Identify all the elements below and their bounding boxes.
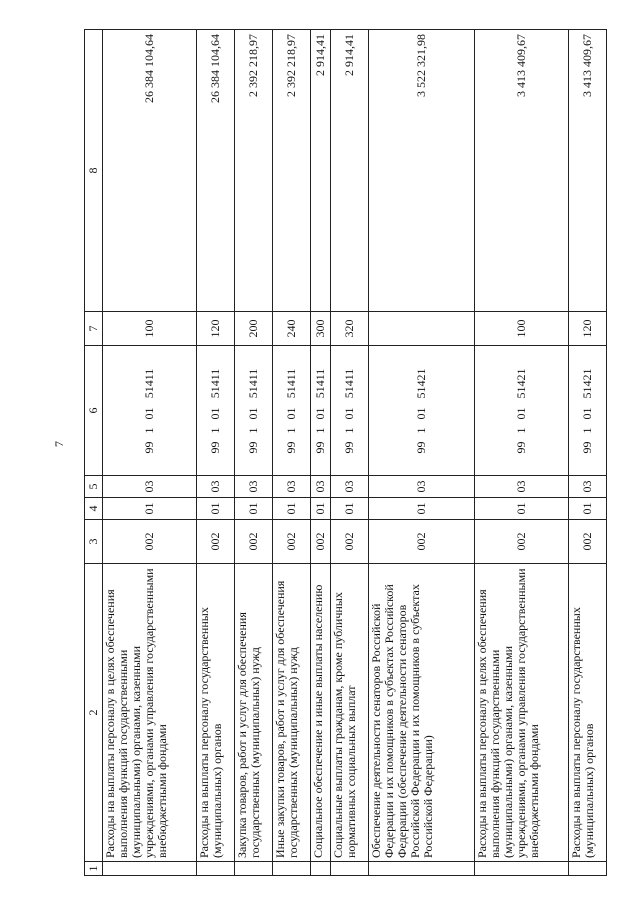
cell-sum: 2 392 218,97	[235, 30, 273, 312]
cell-rz: 01	[103, 498, 197, 520]
cell-pr: 03	[569, 476, 607, 498]
cell-name: Закупка товаров, работ и услуг для обеспечения государственных (муниципальных) нужд	[235, 564, 273, 862]
cell-name: Расходы на выплаты персоналу государственных (муниципальных) органов	[197, 564, 235, 862]
target-article-part: 1	[142, 427, 156, 434]
target-article-part: 99	[313, 441, 327, 454]
cell-grbs: 002	[197, 520, 235, 564]
target-article-part: 99	[514, 441, 528, 454]
cell-target-article	[235, 346, 273, 476]
target-article-part: 01	[342, 407, 356, 420]
table-row	[331, 30, 369, 876]
table-row	[235, 30, 273, 876]
target-article-part: 99	[246, 441, 260, 454]
cell-sum: 3 522 321,98	[369, 30, 475, 312]
cell-pr: 03	[103, 476, 197, 498]
cell-expense-type: 120	[197, 312, 235, 346]
cell-sum: 2 914,41	[311, 30, 331, 312]
target-article-part: 1	[414, 427, 428, 434]
cell-num	[569, 862, 607, 876]
cell-rz: 01	[273, 498, 311, 520]
cell-pr: 03	[331, 476, 369, 498]
cell-sum: 26 384 104,64	[197, 30, 235, 312]
cell-rz: 01	[369, 498, 475, 520]
target-article-part: 51411	[246, 368, 260, 399]
cell-name: Иные закупки товаров, работ и услуг для обеспечения государственных (муниципальных) нужд	[273, 564, 311, 862]
col-header-1: 1	[85, 862, 103, 876]
cell-pr: 03	[475, 476, 569, 498]
target-article-part: 99	[414, 441, 428, 454]
cell-pr: 03	[369, 476, 475, 498]
target-article-part: 51411	[208, 368, 222, 399]
col-header-2: 2	[85, 564, 103, 862]
cell-expense-type: 200	[235, 312, 273, 346]
cell-name: Расходы на выплаты персоналу в целях обеспечения выполнения функций государственными (муниципальными) органами, казенными учреждениями, органами управления государственными внебюджетными фондами	[475, 564, 569, 862]
target-article-part: 01	[580, 407, 594, 420]
cell-num	[311, 862, 331, 876]
cell-num	[331, 862, 369, 876]
target-article-part: 51411	[313, 368, 327, 399]
col-header-7: 7	[85, 312, 103, 346]
cell-sum: 3 413 409,67	[569, 30, 607, 312]
target-article-part: 01	[414, 407, 428, 420]
table-row	[103, 30, 197, 876]
target-article-part: 1	[208, 427, 222, 434]
target-article-part: 51421	[414, 368, 428, 399]
table-row	[569, 30, 607, 876]
cell-grbs: 002	[311, 520, 331, 564]
target-article-part: 01	[514, 407, 528, 420]
col-header-6: 6	[85, 346, 103, 476]
cell-num	[235, 862, 273, 876]
table-row	[197, 30, 235, 876]
cell-num	[369, 862, 475, 876]
cell-rz: 01	[197, 498, 235, 520]
cell-sum: 26 384 104,64	[103, 30, 197, 312]
cell-target-article	[475, 346, 569, 476]
table-row	[369, 30, 475, 876]
cell-rz: 01	[331, 498, 369, 520]
cell-pr: 03	[311, 476, 331, 498]
cell-sum: 2 914,41	[331, 30, 369, 312]
cell-target-article	[197, 346, 235, 476]
table-body	[103, 30, 607, 876]
target-article-part: 51421	[514, 368, 528, 399]
col-header-8: 8	[85, 30, 103, 312]
target-article-part: 51411	[342, 368, 356, 399]
cell-grbs: 002	[273, 520, 311, 564]
cell-sum: 3 413 409,67	[475, 30, 569, 312]
cell-name: Социальные выплаты гражданам, кроме публичных нормативных социальных выплат	[331, 564, 369, 862]
target-article-part: 99	[580, 441, 594, 454]
col-header-4: 4	[85, 498, 103, 520]
cell-expense-type: 320	[331, 312, 369, 346]
target-article-part: 99	[142, 441, 156, 454]
target-article-part: 01	[313, 407, 327, 420]
cell-grbs: 002	[235, 520, 273, 564]
cell-num	[273, 862, 311, 876]
cell-sum: 2 392 218,97	[273, 30, 311, 312]
cell-num	[197, 862, 235, 876]
target-article-part: 99	[208, 441, 222, 454]
cell-rz: 01	[569, 498, 607, 520]
cell-grbs: 002	[475, 520, 569, 564]
target-article-part: 01	[208, 407, 222, 420]
target-article-part: 1	[284, 427, 298, 434]
cell-expense-type	[369, 312, 475, 346]
cell-target-article	[331, 346, 369, 476]
target-article-part: 01	[246, 407, 260, 420]
cell-pr: 03	[197, 476, 235, 498]
cell-grbs: 002	[369, 520, 475, 564]
cell-num	[475, 862, 569, 876]
header-row	[85, 30, 103, 876]
target-article-part: 51411	[142, 368, 156, 399]
rotated-table-wrapper	[84, 30, 596, 876]
cell-target-article	[273, 346, 311, 476]
target-article-part: 1	[580, 427, 594, 434]
cell-target-article	[311, 346, 331, 476]
cell-num	[103, 862, 197, 876]
cell-target-article	[103, 346, 197, 476]
table-row	[475, 30, 569, 876]
cell-name: Расходы на выплаты персоналу государственных (муниципальных) органов	[569, 564, 607, 862]
cell-name: Обеспечение деятельности сенаторов Российской Федерации и их помощников в субъектах Российской Федерации (обеспечение деятельности сенаторов Российской Федерации и их помощников в субъектах Российской Федерации)	[369, 564, 475, 862]
cell-pr: 03	[235, 476, 273, 498]
cell-pr: 03	[273, 476, 311, 498]
table-row	[273, 30, 311, 876]
cell-target-article	[369, 346, 475, 476]
cell-expense-type: 240	[273, 312, 311, 346]
col-header-5: 5	[85, 476, 103, 498]
target-article-part: 99	[284, 441, 298, 454]
cell-rz: 01	[475, 498, 569, 520]
cell-grbs: 002	[103, 520, 197, 564]
col-header-3: 3	[85, 520, 103, 564]
target-article-part: 01	[284, 407, 298, 420]
cell-rz: 01	[311, 498, 331, 520]
cell-target-article	[569, 346, 607, 476]
cell-expense-type: 300	[311, 312, 331, 346]
target-article-part: 99	[342, 441, 356, 454]
target-article-part: 51421	[580, 368, 594, 399]
cell-expense-type: 120	[569, 312, 607, 346]
table-row	[311, 30, 331, 876]
cell-grbs: 002	[569, 520, 607, 564]
cell-rz: 01	[235, 498, 273, 520]
page-number: 7	[52, 441, 66, 447]
target-article-part: 51411	[284, 368, 298, 399]
cell-name: Социальное обеспечение и иные выплаты населению	[311, 564, 331, 862]
cell-expense-type: 100	[103, 312, 197, 346]
target-article-part: 1	[313, 427, 327, 434]
budget-table	[84, 29, 607, 876]
target-article-part: 1	[246, 427, 260, 434]
target-article-part: 01	[142, 407, 156, 420]
cell-expense-type: 100	[475, 312, 569, 346]
target-article-part: 1	[342, 427, 356, 434]
cell-name: Расходы на выплаты персоналу в целях обеспечения выполнения функций государственными (муниципальными) органами, казенными учреждениями, органами управления государственными внебюджетными фондами	[103, 564, 197, 862]
cell-grbs: 002	[331, 520, 369, 564]
target-article-part: 1	[514, 427, 528, 434]
